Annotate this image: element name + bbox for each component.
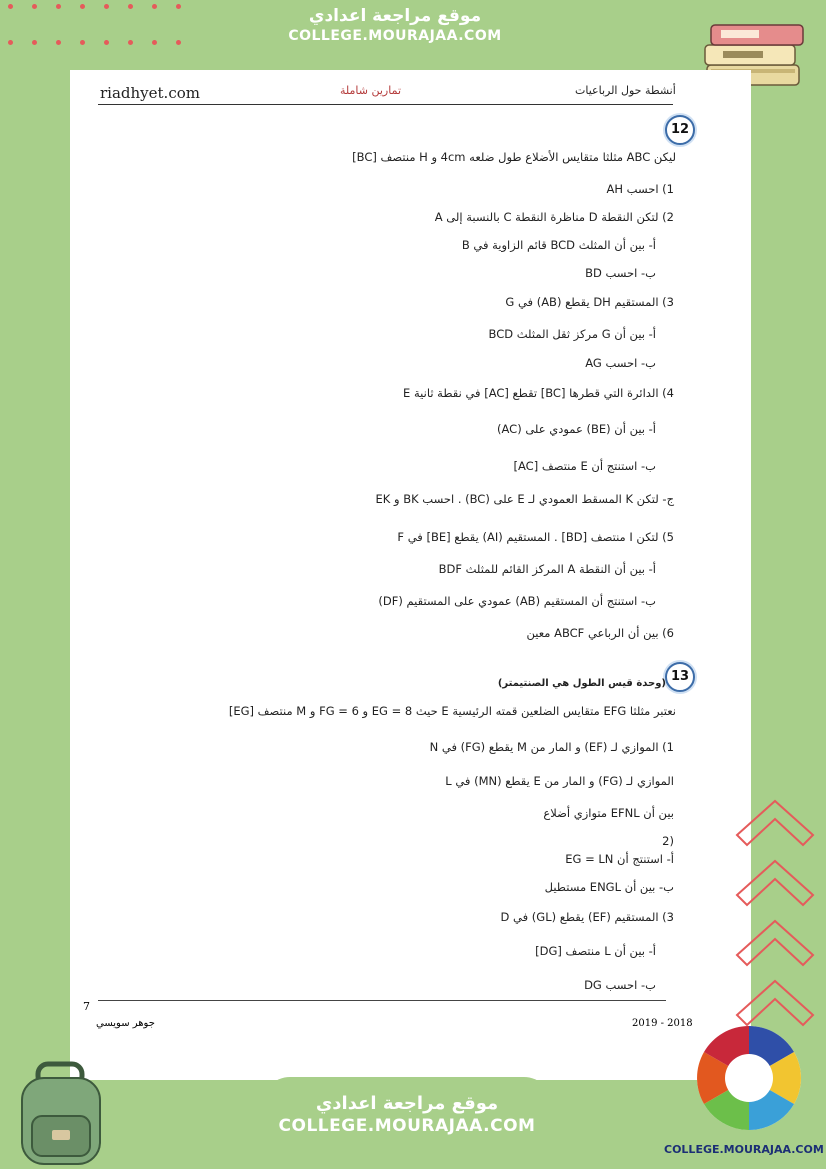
decorative-dot [56,4,61,9]
exercise-13-line: 1) الموازي لـ (EF) و المار من M يقطع (FG) في N [429,740,674,754]
backpack-icon [8,1060,113,1168]
decorative-dot [80,4,85,9]
exercise-13-line: أ- بين أن L منتصف [DG] [535,944,656,958]
decorative-dot [32,4,37,9]
decorative-dot [128,4,133,9]
footer-author: جوهر سويسي [96,1018,155,1029]
site-name-top: موقع مراجعة اعدادي [308,6,482,26]
decorative-dot [8,4,13,9]
footer-year: 2019 - 2018 [632,1018,693,1029]
decorative-dot [152,4,157,9]
decorative-dots [8,0,198,60]
site-name-bottom: موقع مراجعة اعدادي [315,1093,499,1114]
exercise-12-line: ج- لتكن K المسقط العمودي لـ E على (BC) . احسب BK و EK [375,492,674,506]
exercise-13-number: 13 [665,662,695,692]
exercise-12-line: 2) لتكن النقطة D مناظرة النقطة C بالنسبة إلى A [434,210,674,224]
chevron-up-icon [733,855,817,915]
top-site-banner[interactable] [262,0,528,62]
chevron-up-icon [733,795,817,855]
exercise-12-line: ب- استنتج أن E منتصف [AC] [513,459,656,473]
exercise-12-line: 6) بين أن الرباعي ABCF معين [526,626,674,640]
exercise-13-line: الموازي لـ (FG) و المار من E يقطع (MN) في L [445,774,674,788]
decorative-dot [32,40,37,45]
exercise-13-line: (2 [662,834,674,848]
exercise-12-line: أ- بين أن النقطة A المركز القائم للمثلث BDF [438,562,656,576]
logo-url: COLLEGE.MOURAJAA.COM [664,1143,824,1156]
exercise-13-line: 3) المستقيم (EF) يقطع (GL) في D [500,910,674,924]
exercise-12-line: ليكن ABC مثلثا متقايس الأضلاع طول ضلعه 4cm و H منتصف [BC] [352,150,676,164]
site-url-bottom: COLLEGE.MOURAJAA.COM [278,1116,536,1136]
decorative-dot [176,4,181,9]
header-website[interactable]: riadhyet.com [100,84,200,102]
decorative-dot [56,40,61,45]
page-number: 7 [83,1000,90,1013]
exercise-13-line: أ- استنتج أن EG = LN [565,852,674,866]
exercise-13-subtitle: (وحدة قيس الطول هي الصنتيمتر) [497,678,666,689]
site-url-top: COLLEGE.MOURAJAA.COM [288,28,502,44]
exercise-12-line: 4) الدائرة التي قطرها [BC] تقطع [AC] في نقطة ثانية E [403,386,674,400]
header-divider [98,104,673,105]
exercise-12-line: أ- بين أن المثلث BCD قائم الزاوية في B [461,238,656,252]
decorative-dot [152,40,157,45]
footer-divider [98,1000,666,1001]
decorative-dot [8,40,13,45]
exercise-12-line: 3) المستقيم DH يقطع (AB) في G [505,295,674,309]
chevron-up-icon [733,915,817,975]
exercise-12-line: 1) احسب AH [606,182,674,196]
decorative-dot [104,4,109,9]
exercise-12-line: ب- احسب BD [585,266,656,280]
exercise-12-line: أ- بين أن G مركز ثقل المثلث BCD [488,327,656,341]
decorative-dot [80,40,85,45]
decorative-dot [128,40,133,45]
decorative-dot [104,40,109,45]
exercise-13-line: نعتبر مثلثا EFG متقايس الضلعين قمته الرئيسية E حيث EG = 8 و FG = 6 و M منتصف [EG] [228,704,676,718]
site-logo[interactable] [694,1023,804,1133]
exercise-12-line: ب- استنتج أن المستقيم (AB) عمودي على المستقيم (DF) [378,594,656,608]
exercise-13-line: بين أن EFNL متوازي أضلاع [543,806,674,820]
exercise-13-line: ب- احسب DG [584,978,656,992]
bottom-site-banner[interactable] [262,1077,552,1157]
exercise-12-line: 5) لتكن I منتصف [BD] . المستقيم (AI) يقطع [BE] في F [397,530,674,544]
exercise-12-line: أ- بين أن (BE) عمودي على (AC) [496,422,656,436]
exercise-13-line: ب- بين أن ENGL مستطيل [544,880,674,894]
exercise-12-number: 12 [665,115,695,145]
decorative-dot [176,40,181,45]
header-topic: أنشطة حول الرباعيات [575,84,676,97]
header-section-title: تمارين شاملة [340,84,402,97]
exercise-12-line: ب- احسب AG [585,356,656,370]
